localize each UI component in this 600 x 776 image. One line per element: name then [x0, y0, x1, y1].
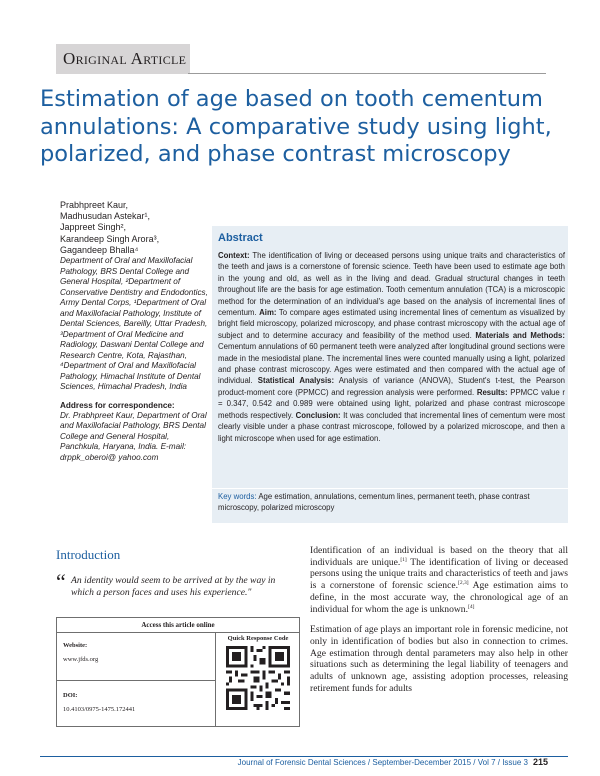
- article-title: Estimation of age based on tooth cementum annulations: A comparative study using light, polarized, and phase contrast microscopy: [40, 86, 552, 167]
- aim-text: To compare ages estimated using incremental lines of cementum as visualized by bright field microscopy, polarized microscopy, and phase contrast microscopy with the actual age of subject and to determine accuracy and feasibility of the method used.: [218, 308, 566, 340]
- abstract-box: [212, 226, 568, 523]
- body-text: Age estimation aims to define, in the most accurate way, the chronological age of an individual for whom the age is unknown.: [310, 580, 568, 615]
- author-name: Prabhpreet Kaur,: [60, 200, 129, 210]
- body-paragraph: Estimation of age plays an important role in forensic medicine, not only in identification of bodies but also in connection to crimes. Age estimation through dental parameters may also help in other situations such as determining the legal liability of teenagers and adults of unknown age, assisting adoption processes, releasing retirement funds for adults: [310, 624, 568, 694]
- quote-text: An identity would seem to be arrived at by the way in which a person faces and uses his experience.": [71, 575, 276, 598]
- header-rule: [188, 73, 546, 74]
- access-online-box: [56, 617, 300, 727]
- qr-code-icon: [226, 646, 290, 710]
- abstract-text: [218, 250, 565, 444]
- qr-code-label: Quick Response Code: [227, 635, 289, 642]
- access-box-divider: [215, 632, 216, 726]
- aim-label: Aim:: [259, 308, 277, 318]
- conclusion-text: It was concluded that incremental lines of cementum were most clearly visible under a phase contrast microscope, followed by a polarized microscope, and then a light microscope when used for age estimation.: [218, 410, 565, 443]
- body-column: [310, 545, 568, 694]
- results-text: PPMCC value r = 0.347, 0.542 and 0.989 were obtained using light, polarized and phase contrast microscope methods respectively.: [218, 387, 565, 420]
- website-link[interactable]: www.jfds.org: [63, 656, 99, 663]
- introduction-heading: Introduction: [56, 547, 121, 562]
- citation-ref[interactable]: [4]: [468, 603, 475, 610]
- author-block: [60, 200, 210, 463]
- page-number: 215: [533, 757, 549, 767]
- access-box-rule: [57, 680, 215, 681]
- author-affiliations: Department of Oral and Maxillofacial Pathology, BRS Dental College and General Hospital, ²Department of Conservative Dentistry and Endodontics, Army Dental Corps, ¹Department of Oral and Maxillofacial Pathology, Institute of Dental Sciences, Bareilly, Uttar Pradesh, ³Department of Oral Medicine and Radiology, Daswani Dental College and Research Centre, Kota, Rajasthan, ⁴Department of Oral and Maxillofacial Pathology, Himachal Institute of Dental Sciences, Himachal Pradesh, India: [60, 256, 208, 392]
- methods-text: Cementum annulations of 60 permanent teeth were analyzed after longitudinal ground sections were made in the mesiodistal plane. The incremental lines were counted manually using a light, polarized and phase contrast microscopy. Ages were estimated and then compared with the actual age of individual.: [218, 342, 565, 386]
- context-text: The identification of living or deceased persons using unique traits and characteristics of the teeth and jaws is a cornerstone of forensic science. Teeth have been used to estimate age both in the young and old, as well as in the living and dead. Gradual structural changes in teeth throughout life are the basis for age estimation. Tooth cementum annulation (TCA) is a microscopic method for the determination of an individual's age based on the analysis of incremental lines of cementum.: [218, 251, 565, 318]
- keywords: [218, 491, 565, 514]
- author-name: Gagandeep Bhalla⁴: [60, 244, 139, 255]
- author-name: Karandeep Singh Arora³,: [60, 233, 160, 244]
- conclusion-label: Conclusion:: [295, 410, 341, 420]
- doi-value: 10.4103/0975-1475.172441: [63, 706, 136, 713]
- citation-ref[interactable]: [2,3]: [458, 579, 469, 586]
- stats-text: Analysis of variance (ANOVA), Student's t-test, the Pearson product-moment core (PPMCC) and regression analysis were performed.: [218, 376, 565, 397]
- journal-footer: Journal of Forensic Dental Sciences / September-December 2015 / Vol 7 / Issue 3: [237, 758, 528, 767]
- methods-label: Materials and Methods:: [475, 330, 565, 340]
- article-type-tag: [56, 44, 190, 74]
- author-name: Madhusudan Astekar¹,: [60, 211, 151, 222]
- correspondence-address: Dr. Prabhpreet Kaur, Department of Oral and Maxillofacial Pathology, BRS Dental College and General Hospital, Panchkula, Haryana, India. E-mail: drppk_oberoi@ yahoo.com: [60, 410, 207, 462]
- abstract-divider: [212, 488, 568, 489]
- epigraph-quote: [56, 569, 300, 599]
- doi-label: DOI:: [63, 692, 78, 699]
- context-label: Context:: [218, 251, 250, 260]
- abstract-heading: Abstract: [218, 232, 263, 244]
- author-name: Jappreet Singh²,: [60, 222, 127, 233]
- keywords-label: Key words:: [218, 492, 257, 501]
- quote-mark-icon: “: [56, 569, 66, 594]
- body-text: The identification of living or deceased persons using the unique traits and characteristics of teeth and jaws is a cornerstone of forensic science.: [310, 556, 569, 592]
- results-label: Results:: [476, 387, 508, 397]
- stats-label: Statistical Analysis:: [257, 376, 335, 386]
- access-box-title: Access this article online: [57, 618, 299, 633]
- article-type-label: Original Article: [63, 49, 187, 68]
- footer-rule: [40, 756, 568, 757]
- keywords-text: Age estimation, annulations, cementum lines, permanent teeth, phase contrast microscopy, polarized microscopy: [218, 492, 530, 513]
- correspondence-label: Address for correspondence:: [60, 400, 175, 410]
- citation-ref[interactable]: [1]: [400, 556, 407, 563]
- body-paragraph: [310, 545, 568, 615]
- body-text: Identification of an individual is based on the theory that all individuals are unique.: [310, 545, 568, 568]
- website-label: Website:: [63, 642, 88, 649]
